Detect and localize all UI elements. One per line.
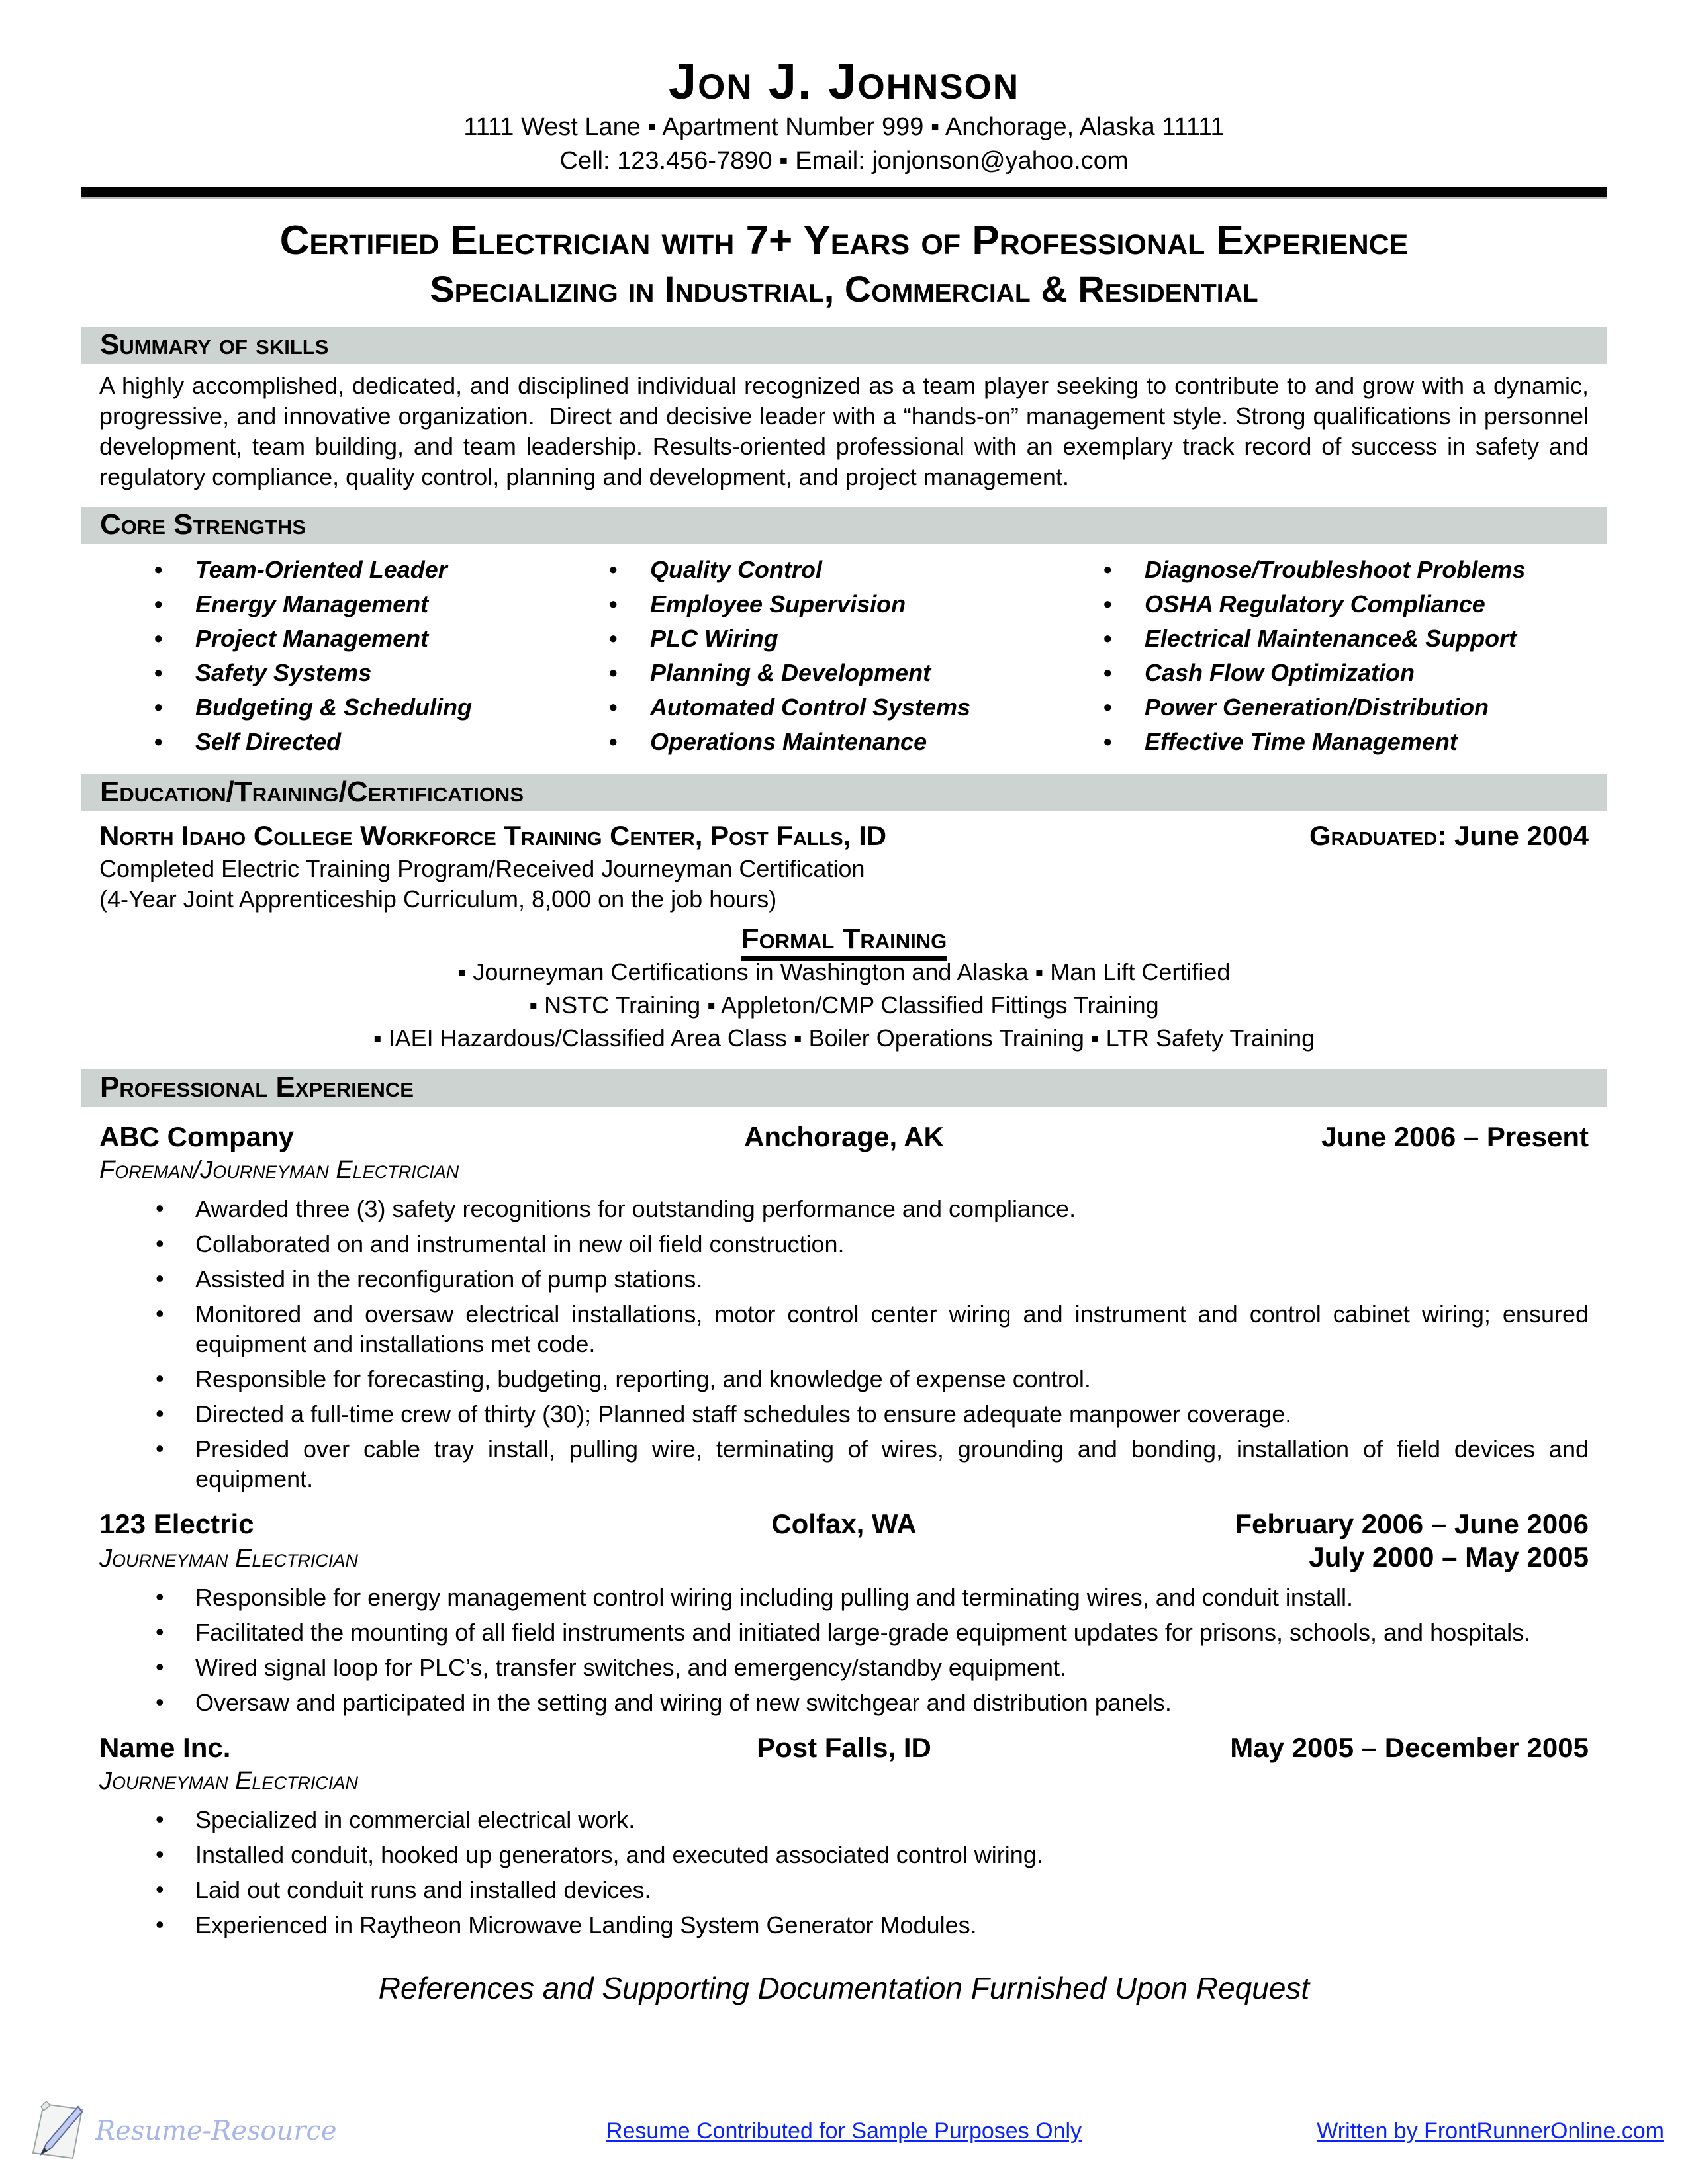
formal-training-line: ▪ IAEI Hazardous/Classified Area Class ▪ Boiler Operations Training ▪ LTR Safety Training xyxy=(373,1024,1315,1052)
bullet-item: • Installed conduit, hooked up generators, and executed associated control wiring. xyxy=(156,1840,1589,1870)
bullet-item: • Presided over cable tray install, pulling wire, terminating of wires, grounding and bonding, installation of field devices and equipment. xyxy=(156,1434,1589,1494)
job-dates: February 2006 – June 2006 xyxy=(1235,1508,1589,1540)
job-dates: June 2006 – Present xyxy=(1321,1121,1589,1153)
core-strength-item: • Team-Oriented Leader xyxy=(154,553,609,586)
paper-and-pen-icon xyxy=(24,2095,93,2167)
logo-text: Resume-Resource xyxy=(95,2115,337,2146)
education-school: North Idaho College Workforce Training Center, Post Falls, ID xyxy=(99,820,887,852)
headline-line1: Certified Electrician with 7+ Years of Professional Experience xyxy=(279,217,1409,263)
core-strengths-columns xyxy=(99,553,1589,760)
job-role: Journeyman Electrician xyxy=(99,1767,358,1796)
job-bullet-list xyxy=(99,1194,1589,1494)
job-bullet-list xyxy=(99,1582,1589,1717)
core-strength-item: • Operations Maintenance xyxy=(609,725,1103,758)
bullet-item: • Experienced in Raytheon Microwave Landing System Generator Modules. xyxy=(156,1910,1589,1940)
contact-line: Cell: 123.456-7890 ▪ Email: jonjonson@yahoo.com xyxy=(559,146,1129,175)
resume-resource-logo xyxy=(24,2095,337,2167)
job-header-row xyxy=(99,1120,1589,1154)
core-strength-item: • Electrical Maintenance& Support xyxy=(1103,622,1589,655)
core-strength-item: • Power Generation/Distribution xyxy=(1103,691,1589,724)
frontrunner-link[interactable]: Written by FrontRunnerOnline.com xyxy=(1317,2118,1664,2144)
job-role: Journeyman Electrician xyxy=(99,1545,358,1573)
job-location: Post Falls, ID xyxy=(757,1732,931,1764)
core-strength-item: • Quality Control xyxy=(609,553,1103,586)
section-header-experience: Professional Experience xyxy=(81,1069,1607,1107)
section-header-summary: Summary of skills xyxy=(81,327,1607,364)
core-strengths-column-3 xyxy=(1103,553,1589,760)
job-company: 123 Electric xyxy=(99,1508,254,1540)
bullet-item: • Monitored and oversaw electrical installations, motor control center wiring and instrument and control cabinet wiring; ensured equipment and installations met code. xyxy=(156,1299,1589,1359)
graduated-date: June 2004 xyxy=(1446,820,1589,852)
person-name: Jon J. Johnson xyxy=(668,54,1020,110)
bullet-item: • Laid out conduit runs and installed devices. xyxy=(156,1875,1589,1905)
core-strength-item: • PLC Wiring xyxy=(609,622,1103,655)
core-strength-item: • Diagnose/Troubleshoot Problems xyxy=(1103,553,1589,586)
job-role-row xyxy=(99,1765,1589,1797)
core-strength-item: • Project Management xyxy=(154,622,609,655)
job-role: Foreman/Journeyman Electrician xyxy=(99,1156,459,1185)
job-company: Name Inc. xyxy=(99,1732,231,1764)
core-strength-item: • Effective Time Management xyxy=(1103,725,1589,758)
core-strength-item: • Safety Systems xyxy=(154,657,609,690)
job-location: Colfax, WA xyxy=(771,1508,917,1540)
address-line: 1111 West Lane ▪ Apartment Number 999 ▪ Anchorage, Alaska 11111 xyxy=(463,113,1225,142)
core-strengths-column-1 xyxy=(154,553,609,760)
job-role-row xyxy=(99,1154,1589,1186)
bullet-item: • Assisted in the reconfiguration of pump stations. xyxy=(156,1264,1589,1294)
header-divider xyxy=(81,187,1607,199)
bullet-item: • Wired signal loop for PLC’s, transfer switches, and emergency/standby equipment. xyxy=(156,1653,1589,1682)
bullet-item: • Awarded three (3) safety recognitions for outstanding performance and compliance. xyxy=(156,1194,1589,1224)
job-role-row xyxy=(99,1541,1589,1574)
core-strength-item: • Planning & Development xyxy=(609,657,1103,690)
section-header-core-strengths: Core Strengths xyxy=(81,507,1607,544)
job-header-row xyxy=(99,1731,1589,1765)
core-strength-item: • Self Directed xyxy=(154,725,609,758)
sample-purposes-link[interactable]: Resume Contributed for Sample Purposes Only xyxy=(606,2118,1082,2144)
job-location: Anchorage, AK xyxy=(744,1121,944,1153)
core-strengths-column-2 xyxy=(609,553,1103,760)
bullet-item: • Directed a full-time crew of thirty (30); Planned staff schedules to ensure adequate manpower coverage. xyxy=(156,1399,1589,1429)
core-strength-item: • Cash Flow Optimization xyxy=(1103,657,1589,690)
education-graduated xyxy=(1309,820,1589,852)
core-strength-item: • Budgeting & Scheduling xyxy=(154,691,609,724)
job-header-row xyxy=(99,1507,1589,1541)
education-detail-line: (4-Year Joint Apprenticeship Curriculum, 8,000 on the job hours) xyxy=(99,886,777,913)
header-block xyxy=(99,53,1589,177)
job-dates: May 2005 – December 2005 xyxy=(1230,1732,1589,1764)
education-school-row xyxy=(99,818,1589,854)
formal-training-title: Formal Training xyxy=(741,923,947,961)
bullet-item: • Specialized in commercial electrical work. xyxy=(156,1805,1589,1835)
formal-training-line: ▪ Journeyman Certifications in Washington and Alaska ▪ Man Lift Certified xyxy=(457,958,1231,986)
bullet-item: • Responsible for forecasting, budgeting, reporting, and knowledge of expense control. xyxy=(156,1364,1589,1394)
job-bullet-list xyxy=(99,1805,1589,1940)
core-strength-item: • Employee Supervision xyxy=(609,588,1103,621)
job-company: ABC Company xyxy=(99,1121,295,1153)
section-header-education: Education/Training/Certifications xyxy=(81,774,1607,811)
headline-line2: Specializing in Industrial, Commercial & Residential xyxy=(430,268,1258,310)
references-statement: References and Supporting Documentation Furnished Upon Request xyxy=(378,1971,1310,2006)
formal-training-heading xyxy=(99,923,1589,956)
bullet-item: • Facilitated the mounting of all field instruments and initiated large-grade equipment updates for prisons, schools, and hospitals. xyxy=(156,1617,1589,1647)
core-strength-item: • Automated Control Systems xyxy=(609,691,1103,724)
summary-paragraph: A highly accomplished, dedicated, and disciplined individual recognized as a team player seeking to contribute to and grow with a dynamic, progressive, and innovative organization. Direct and decisive leader with a “hands-on” management style. Strong qualifications in personnel development, team building, and team leadership. Results-oriented professional with an exemplary track record of success in safety and regulatory compliance, quality control, planning and development, and project management. xyxy=(99,372,1589,491)
graduated-label: Graduated: xyxy=(1309,820,1447,852)
core-strength-item: • Energy Management xyxy=(154,588,609,621)
bullet-item: • Collaborated on and instrumental in new oil field construction. xyxy=(156,1229,1589,1259)
formal-training-line: ▪ NSTC Training ▪ Appleton/CMP Classified Fittings Training xyxy=(529,991,1159,1019)
footer-right-link-wrap xyxy=(1317,2118,1664,2144)
job-dates-secondary: July 2000 – May 2005 xyxy=(1309,1541,1589,1573)
bullet-item: • Oversaw and participated in the setting and wiring of new switchgear and distribution panels. xyxy=(156,1688,1589,1717)
bullet-item: • Responsible for energy management control wiring including pulling and terminating wires, and conduit install. xyxy=(156,1582,1589,1612)
footer-center-link-wrap xyxy=(606,2118,1082,2144)
headline xyxy=(99,215,1589,313)
education-detail-line: Completed Electric Training Program/Received Journeyman Certification xyxy=(99,855,865,883)
page-footer xyxy=(0,2087,1688,2167)
core-strength-item: • OSHA Regulatory Compliance xyxy=(1103,588,1589,621)
